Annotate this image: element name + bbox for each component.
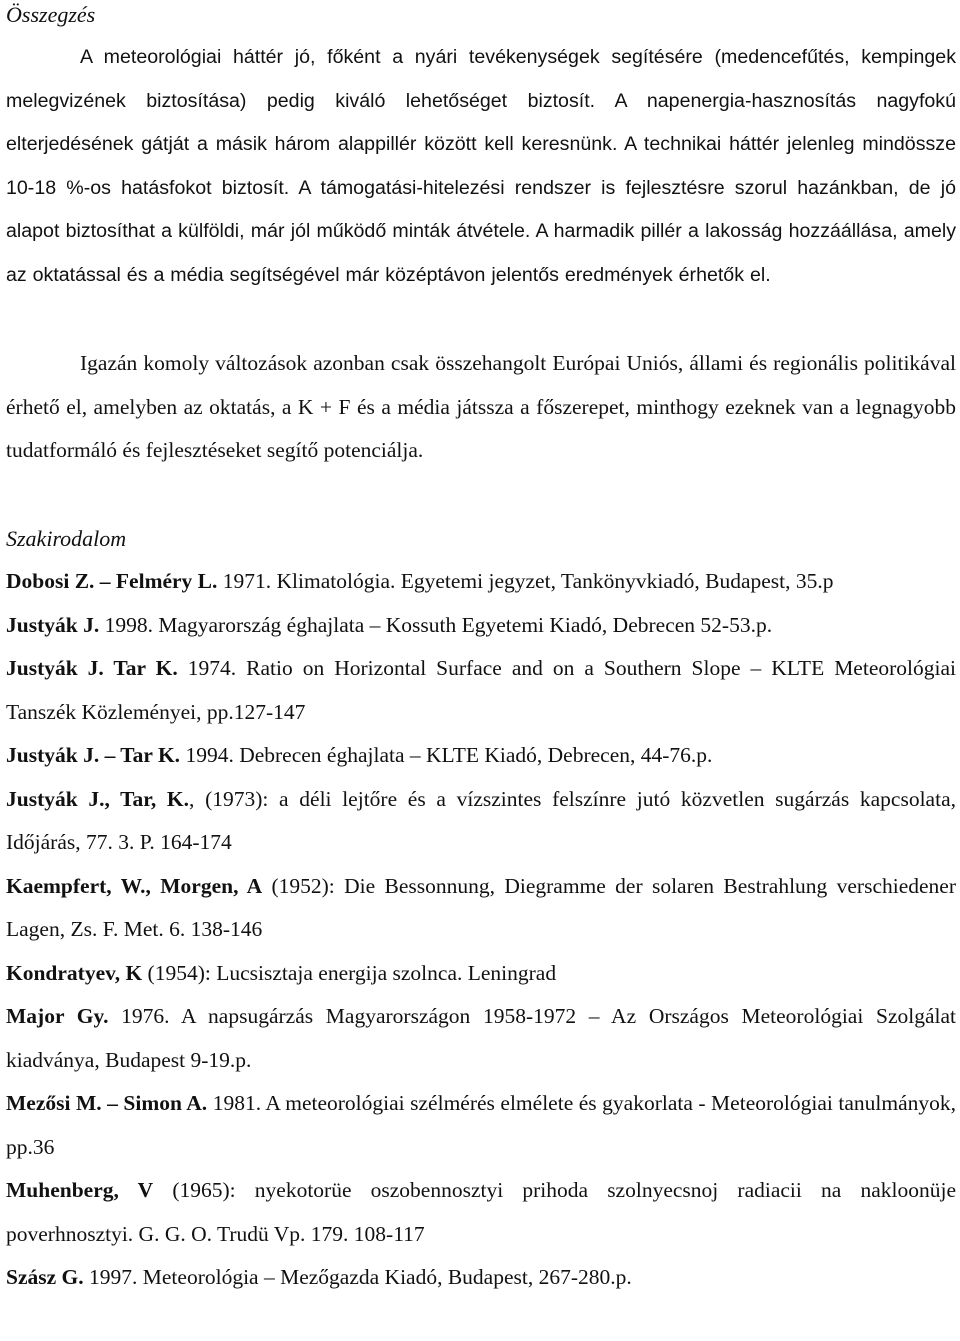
summary-paragraph-2: Igazán komoly változások azonban csak összehangolt Európai Uniós, állami és regionális politikával érhető el, amelyben az oktatás, a K + F és a média játssza a főszerepet, minthogy ezeknek van a legnagyobb tudatformáló és fejlesztéseket segítő potenciálja. [6,351,956,462]
reference-item [6,647,956,734]
reference-details: 1971. Klimatológia. Egyetemi jegyzet, Tankönyvkiadó, Budapest, 35.p [217,569,834,593]
reference-authors: Muhenberg, V [6,1178,154,1202]
reference-item [6,1169,956,1256]
reference-authors: Kaempfert, W., Morgen, A [6,873,263,898]
reference-details: 1976. A napsugárzás Magyarországon 1958-1972 – Az Országos Meteorológiai Szolgálat kiadványa, Budapest 9-19.p. [6,1004,956,1072]
references-heading: Szakirodalom [6,526,127,551]
reference-authors: Justyák J. Tar K. [6,656,178,680]
reference-details: 1981. A meteorológiai szélmérés elmélete és gyakorlata - Meteorológiai tanulmányok, pp.36 [6,1091,956,1159]
reference-details: 1974. Ratio on Horizontal Surface and on a Southern Slope – KLTE Meteorológiai Tanszék Közleményei, pp.127-147 [6,656,956,724]
reference-authors: Justyák J. [6,612,100,637]
reference-authors: Major Gy. [6,1004,109,1028]
reference-item [6,1082,956,1169]
summary-paragraph-1: A meteorológiai háttér jó, főként a nyári tevékenységek segítésére (medencefűtés, kempingek melegvizének biztosítása) pedig kiváló lehetőséget biztosít. A napenergia-hasznosítás nagyfokú elterjedésének gátját a másik három alappillér között kell keresnünk. A technikai háttér jelenleg mindössze 10-18 %-os hatásfokot biztosít. A támogatási-hitelezési rendszer is fejlesztésre szorul hazánkban, de jó alapot biztosíthat a külföldi, már jól működő minták átvétele. A harmadik pillér a lakosság hozzáállása, amely az oktatással és a média segítségével már középtávon jelentős eredmények érhetők el. [6,46,956,286]
reference-authors: Szász G. [6,1265,84,1289]
reference-authors: Mezősi M. – Simon A. [6,1091,208,1115]
reference-item [6,865,956,952]
reference-details: , (1973): a déli lejtőre és a vízszintes felszínre jutó közvetlen sugárzás kapcsolata, Időjárás, 77. 3. P. 164-174 [6,786,956,854]
reference-item [6,604,956,648]
reference-item [6,560,956,604]
reference-details: (1954): Lucsisztaja energija szolnca. Leningrad [142,960,557,985]
reference-details: (1952): Die Bessonnung, Diegramme der solaren Bestrahlung verschiedener Lagen, Zs. F. Met. 6. 138-146 [6,873,957,941]
reference-item [6,995,956,1082]
reference-details: 1998. Magyarország éghajlata – Kossuth Egyetemi Kiadó, Debrecen 52-53.p. [99,612,773,637]
reference-details: 1997. Meteorológia – Mezőgazda Kiadó, Budapest, 267-280.p. [83,1265,632,1289]
reference-details: 1994. Debrecen éghajlata – KLTE Kiadó, Debrecen, 44-76.p. [180,743,713,767]
reference-authors: Dobosi Z. – Felméry L. [6,569,218,593]
reference-authors: Justyák J. – Tar K. [6,743,181,767]
reference-item [6,734,956,778]
summary-heading: Összegzés [6,2,96,27]
reference-authors: Kondratyev, K [6,960,143,985]
reference-authors: Justyák J., Tar, K. [6,786,190,811]
reference-details: (1965): nyekotorüe oszobennosztyi prihoda szolnyecsnoj radiacii na nakloonüje poverhnosztyi. G. G. O. Trudü Vp. 179. 108-117 [6,1178,956,1246]
reference-item [6,1256,956,1300]
reference-list [6,560,956,1300]
reference-item [6,778,956,865]
reference-item [6,952,956,996]
